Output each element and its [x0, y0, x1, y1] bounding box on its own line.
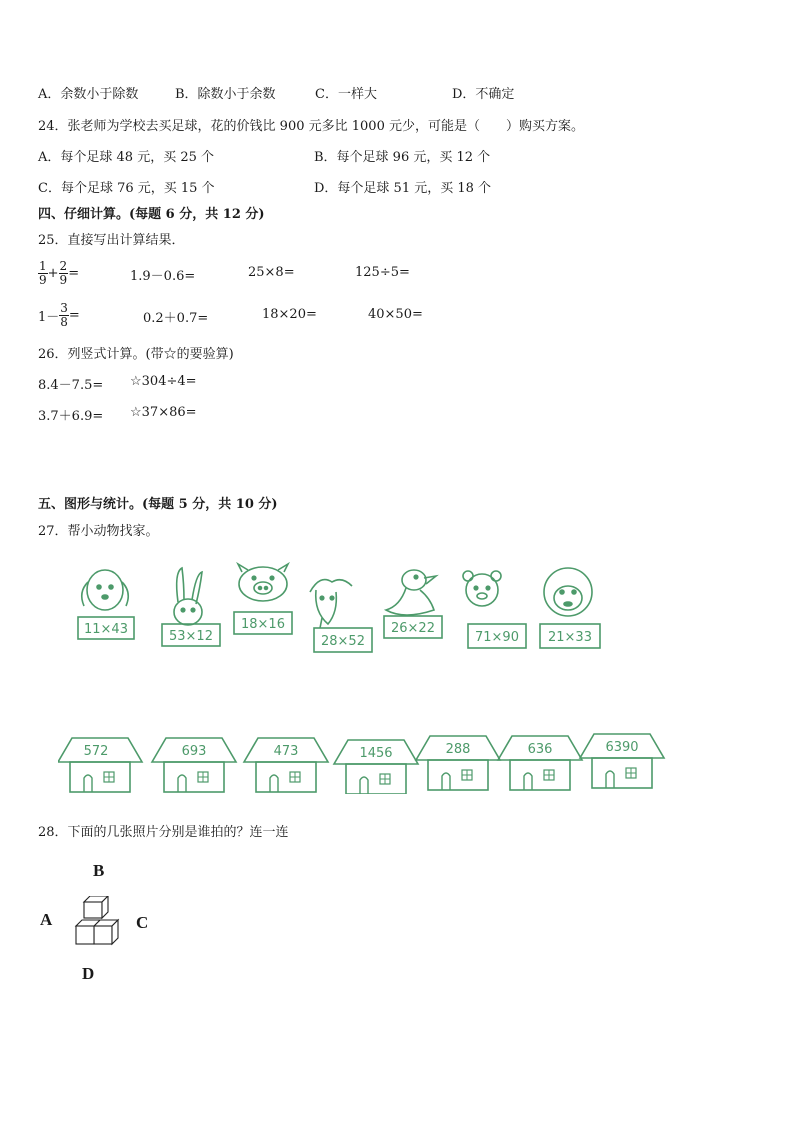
q25-item: 1.9－0.6= [130, 269, 196, 284]
animal-label: 18×16 [241, 617, 285, 632]
animals-illustration [70, 562, 620, 662]
view-label-c: C [136, 913, 149, 932]
animal-label: 28×52 [321, 634, 365, 649]
q26-stem: 26．列竖式计算。(带☆的要验算) [38, 347, 234, 362]
house-number: 6390 [605, 740, 639, 755]
animal-label: 11×43 [84, 622, 128, 637]
section5-title: 五、图形与统计。(每题 5 分，共 10 分) [38, 497, 278, 512]
house-number: 473 [273, 744, 299, 759]
cube-stack-figure [70, 896, 122, 950]
q24-option-c: C．每个足球 76 元，买 15 个 [38, 181, 215, 196]
q24-option-b: B．每个足球 96 元，买 12 个 [314, 150, 491, 165]
q25-row2: 1－ $\frac{3}{8}$ = [38, 300, 80, 329]
view-label-d: D [82, 964, 95, 983]
q28-stem: 28．下面的几张照片分别是谁拍的？连一连 [38, 825, 289, 840]
q27-stem: 27．帮小动物找家。 [38, 524, 159, 539]
animal-label: 71×90 [475, 630, 519, 645]
q23-option-d: D．不确定 [452, 87, 515, 102]
section4-title: 四、仔细计算。(每题 6 分，共 12 分) [38, 207, 265, 222]
q25-row1: $\frac{1}{9}$ + $\frac{2}{9}$ = [39, 258, 80, 287]
q26-item: ☆304÷4= [130, 374, 197, 389]
house-number: 288 [445, 742, 471, 757]
animal-label: 26×22 [391, 621, 435, 636]
animal-label: 21×33 [548, 630, 592, 645]
fraction: $\frac{1}{9}$ [39, 258, 47, 287]
q25-item: 125÷5= [355, 265, 410, 280]
fraction: $\frac{2}{9}$ [59, 258, 68, 287]
q24-option-a: A．每个足球 48 元，买 25 个 [38, 150, 215, 165]
q26-item: 8.4－7.5= [38, 378, 104, 393]
q23-option-c: C．一样大 [315, 87, 377, 102]
q23-option-b: B．除数小于余数 [175, 87, 276, 102]
house-number: 572 [83, 744, 109, 759]
q25-item: 18×20= [262, 307, 317, 322]
fraction: $\frac{3}{8}$ [60, 300, 68, 329]
q24-option-d: D．每个足球 51 元，买 18 个 [314, 181, 492, 196]
q25-item: 0.2＋0.7= [143, 311, 209, 326]
q26-item: ☆37×86= [130, 405, 197, 420]
view-label-b: B [93, 861, 105, 880]
q26-item: 3.7＋6.9= [38, 409, 104, 424]
q25-stem: 25．直接写出计算结果． [38, 233, 185, 248]
view-label-a: A [40, 910, 53, 929]
houses-illustration [58, 728, 668, 794]
house-number: 1456 [359, 746, 393, 761]
q25-item: 25×8= [248, 265, 295, 280]
house-number: 636 [527, 742, 553, 757]
q24-stem: 24．张老师为学校去买足球，花的价钱比 900 元多比 1000 元少，可能是（ ）购买方案。 [38, 119, 584, 134]
q25-item: 40×50= [368, 307, 423, 322]
animal-label: 53×12 [169, 629, 213, 644]
q23-option-a: A．余数小于除数 [38, 87, 139, 102]
house-number: 693 [181, 744, 207, 759]
